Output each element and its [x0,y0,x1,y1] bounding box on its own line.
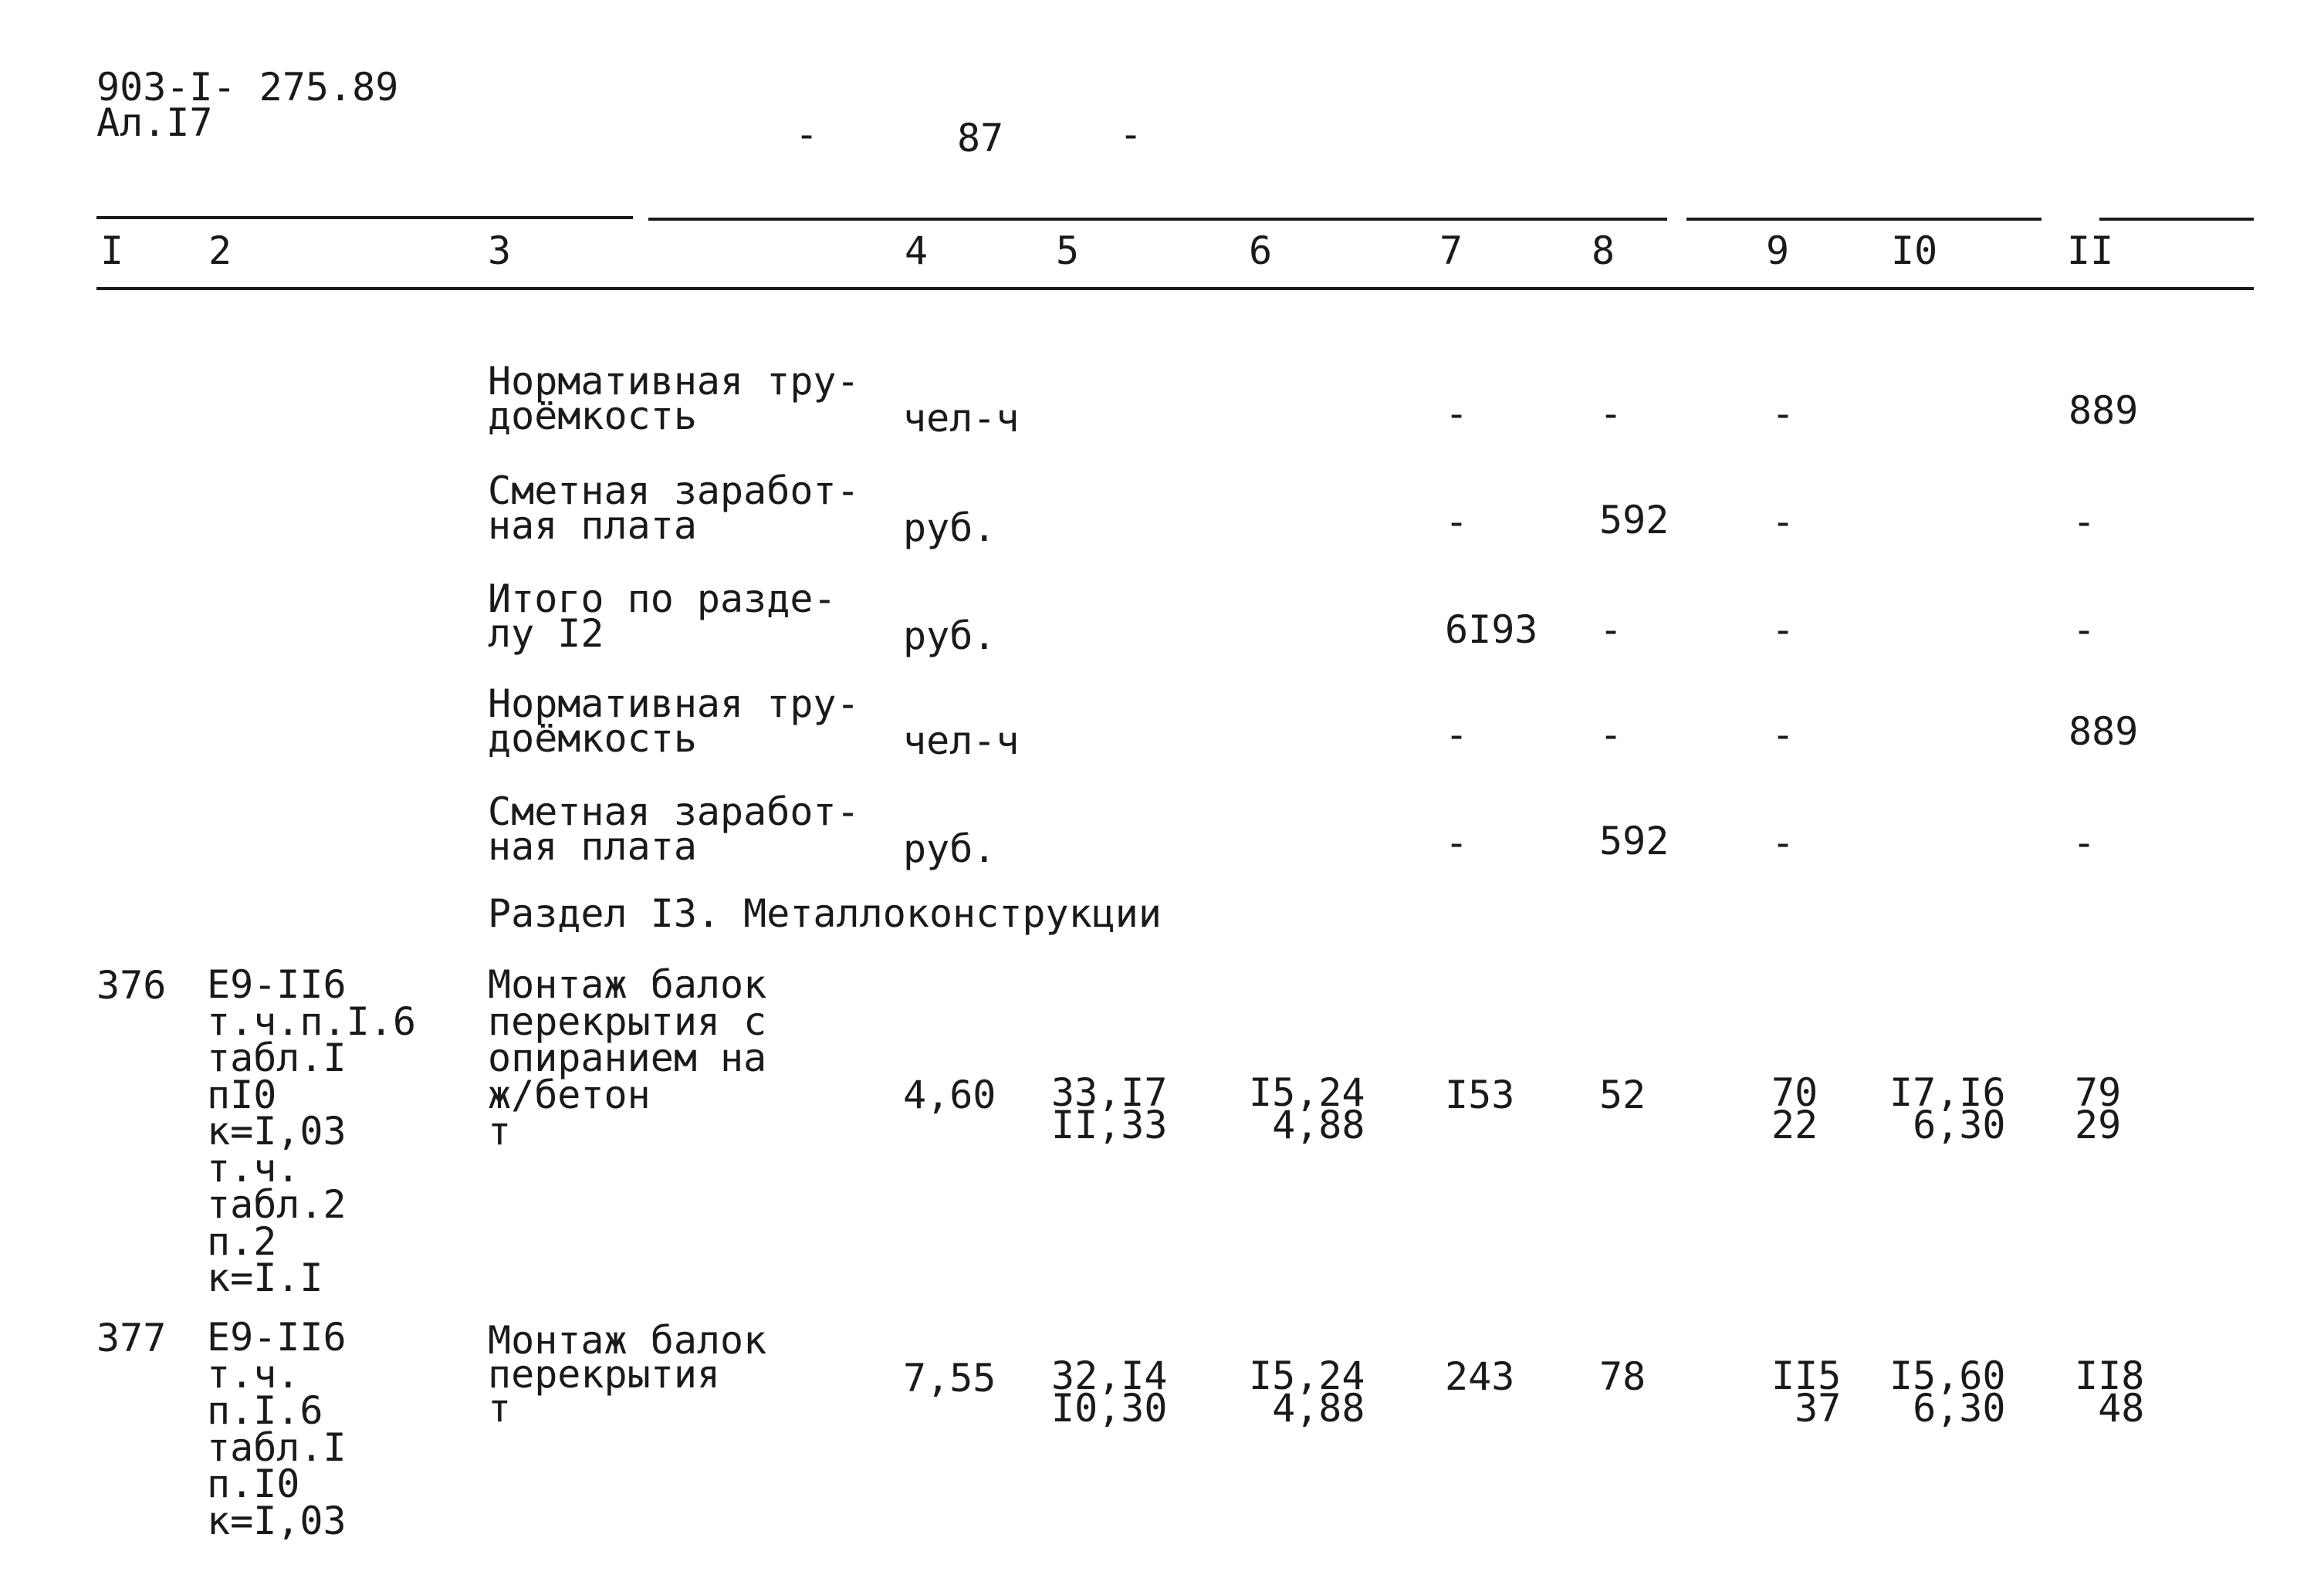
summary-label-line2: лу I2 [488,611,604,656]
item-col8: 52 [1599,1073,1646,1117]
header-top-rule-2 [648,218,1667,221]
summary-label-line1: Сметная заработ- [488,468,860,513]
summary-col11: 889 [2069,388,2139,433]
summary-label-line2: доёмкость [488,394,697,438]
header-bottom-rule [96,287,2254,290]
summary-col8: 592 [1599,498,1669,542]
item-col5: 33,I7 II,33 [1051,1070,1168,1147]
item-col7: I53 [1445,1073,1515,1117]
item-col9: II5 37 [1771,1353,1842,1431]
summary-col8: 592 [1599,819,1669,863]
item-col6: I5,24 4,88 [1249,1353,1365,1431]
item-code: Е9-II6 т.ч. п.I.6 табл.I п.I0 к=I,03 [207,1315,347,1543]
item-col4: 7,55 [903,1356,996,1401]
document-code: 903-I- 275.89 [96,65,399,110]
column-header: I [100,228,124,273]
item-col4: 4,60 [903,1073,996,1117]
summary-col7: - [1445,712,1469,757]
item-col11: II8 48 [2075,1353,2145,1431]
summary-label-line1: Итого по разде- [488,576,837,621]
item-col9: 70 22 [1771,1070,1818,1147]
item-col5: 32,I4 I0,30 [1051,1353,1168,1431]
column-header: 9 [1766,228,1790,273]
summary-col9: - [1771,499,1795,544]
summary-label-line2: доёмкость [488,716,697,761]
header-top-rule-4 [2099,218,2254,221]
item-col6: I5,24 4,88 [1249,1070,1365,1147]
summary-col11: 889 [2069,709,2139,754]
item-number: 377 [96,1316,167,1360]
summary-label-line1: Нормативная тру- [488,359,860,404]
summary-col9: - [1771,607,1795,652]
summary-label-line1: Сметная заработ- [488,789,860,834]
summary-col7: - [1445,820,1469,865]
summary-col9: - [1771,820,1795,865]
column-header: 7 [1439,228,1463,273]
page-dash-right: - [1119,112,1143,157]
item-col7: 243 [1445,1354,1515,1399]
page-dash-left: - [795,112,819,157]
summary-col7: - [1445,499,1469,544]
column-header: I0 [1891,228,1938,273]
summary-col7: 6I93 [1445,607,1538,652]
item-code: Е9-II6 т.ч.п.I.6 табл.I пI0 к=I,03 т.ч. табл.2 п.2 к=I.I [207,962,416,1300]
summary-col7: - [1445,391,1469,436]
column-header: 5 [1056,228,1080,273]
header-top-rule-3 [1686,218,2042,221]
summary-col11: - [2072,820,2096,865]
column-header: 4 [905,228,929,273]
item-number: 376 [96,963,167,1008]
item-col10: I7,I6 6,30 [1889,1070,2006,1147]
item-col11: 79 29 [2075,1070,2122,1147]
summary-col8: - [1599,712,1623,757]
column-header: II [2067,228,2114,273]
summary-col9: - [1771,712,1795,757]
summary-col11: - [2072,499,2096,544]
column-header: 2 [208,228,232,273]
column-header: 6 [1249,228,1273,273]
item-col10: I5,60 6,30 [1889,1353,2006,1431]
item-name: Монтаж балок перекрытия с опиранием на ж/бетон т [488,962,767,1154]
page-number: 87 [957,116,1004,161]
section-title: Раздел I3. Металлоконструкции [488,891,1162,936]
summary-label-line2: ная плата [488,824,697,869]
header-top-rule-1 [96,216,633,219]
summary-unit: чел-ч [903,396,1020,441]
column-header: 3 [488,228,512,273]
summary-label-line1: Нормативная тру- [488,681,860,726]
summary-unit: руб. [903,505,996,550]
summary-unit: руб. [903,826,996,871]
item-name: Монтаж балок перекрытия т [488,1318,767,1431]
summary-label-line2: ная плата [488,503,697,548]
summary-col9: - [1771,391,1795,436]
item-col8: 78 [1599,1354,1646,1399]
summary-col11: - [2072,607,2096,652]
summary-unit: руб. [903,613,996,658]
sheet-label: Ал.I7 [96,100,213,145]
summary-unit: чел-ч [903,718,1020,763]
summary-col8: - [1599,607,1623,652]
summary-col8: - [1599,391,1623,436]
column-header: 8 [1592,228,1615,273]
